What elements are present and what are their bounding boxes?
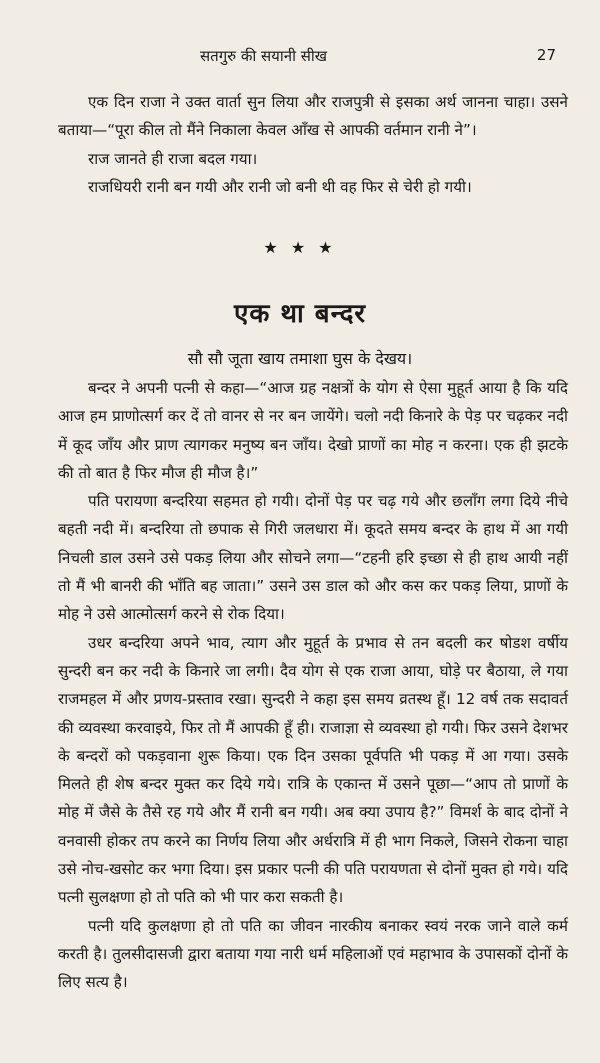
paragraph: पत्नी यदि कुलक्षणा हो तो पति का जीवन नारकीय बनाकर स्वयं नरक जाने वाले कर्म करती है। तुलसीदासजी द्वारा बताया गया नारी धर्म महिलाओं एवं महाभाव के उपासकों दोनों के लिए सत्य है। — [58, 916, 568, 992]
section-separator: ★ ★ ★ — [263, 238, 337, 257]
story-body — [58, 374, 568, 997]
paragraph: पति परायणा बन्दरिया सहमत हो गयी। दोनों पेड़ पर चढ़ गये और छलाँग लगा दिये नीचे बहती नदी में। बन्दरिया तो छपाक से गिरी जलधारा में। कूदते समय बन्दर के हाथ में आ गयी निचली डाल उसने उसे पकड़ लिया और सोचने लगा—“टहनी हरि इच्छा से ही हाथ आयी नहीं तो मैं भी बानरी की भाँति बह जाता।” उसने उस डाल को और कस कर पकड़ लिया, प्राणों के मोह ने उसे आत्मोत्सर्ग करने से रोक दिया। — [58, 492, 568, 624]
page-number: 27 — [536, 46, 556, 64]
paragraph: बन्दर ने अपनी पत्नी से कहा—“आज ग्रह नक्षत्रों के योग से ऐसा मुहूर्त आया है कि यदि आज हम प्राणोत्सर्ग कर दें तो वानर से नर बन जायेंगे। चलो नदी किनारे के पेड़ पर चढ़कर नदी में कूद जाँय और प्राण त्यागकर मनुष्य बन जाँय। देखो प्राणों का मोह न करना। एक ही झटके की तो बात है फिर मौज ही मौज है।” — [58, 379, 568, 482]
chapter-subtitle: सौ सौ जूता खाय तमाशा घुस के देखय। — [187, 349, 413, 368]
paragraph: राज जानते ही राजा बदल गया। — [88, 149, 258, 168]
paragraph: एक दिन राजा ने उक्त वार्ता सुन लिया और राजपुत्री से इसका अर्थ जानना चाहा। उसने बताया—“पूरा कील तो मैंने निकाला केवल आँख से आपकी वर्तमान रानी ने”। — [58, 93, 568, 140]
page-header — [0, 46, 600, 68]
running-title: सतगुरु की सयानी सीख — [200, 47, 328, 65]
chapter-title: एक था बन्दर — [233, 299, 367, 329]
paragraph: उधर बन्दरिया अपने भाव, त्याग और मुहूर्त के प्रभाव से तन बदली कर षोडश वर्षीय सुन्दरी बन कर नदी के किनारे जा लगी। दैव योग से एक राजा आया, घोड़े पर बैठाया, ले गया राजमहल में और प्रणय-प्रस्ताव रखा। सुन्दरी ने कहा इस समय व्रतस्थ हूँ। 12 वर्ष तक सदावर्त की व्यवस्था करवाइये, फिर तो मैं आपकी हूँ ही। राजाज्ञा से व्यवस्था हो गयी। फिर उसने देशभर के बन्दरों को पकड़वाना शुरू किया। एक दिन उसका पूर्वपति भी पकड़ में आ गया। उसके मिलते ही शेष बन्दर मुक्त कर दिये गये। रात्रि के एकान्त में उसने पूछा—“आप तो प्राणों के मोह में जैसे के तैसे रह गये और मैं रानी बन गयी। अब क्या उपाय है?” विमर्श के बाद दोनों ने वनवासी होकर तप करने का निर्णय लिया और अर्धरात्रि में ही भाग निकले, जिसने रोकना चाहा उसे नोच-खसोट कर भगा दिया। इस प्रकार पत्नी की पति परायणता से दोनों मुक्त हो गये। यदि पत्नी सुलक्षणा हो तो पति को भी पार करा सकती है। — [58, 633, 568, 907]
previous-story-ending — [58, 88, 568, 201]
paragraph: राजधियरी रानी बन गयी और रानी जो बनी थी वह फिर से चेरी हो गयी। — [88, 177, 472, 196]
